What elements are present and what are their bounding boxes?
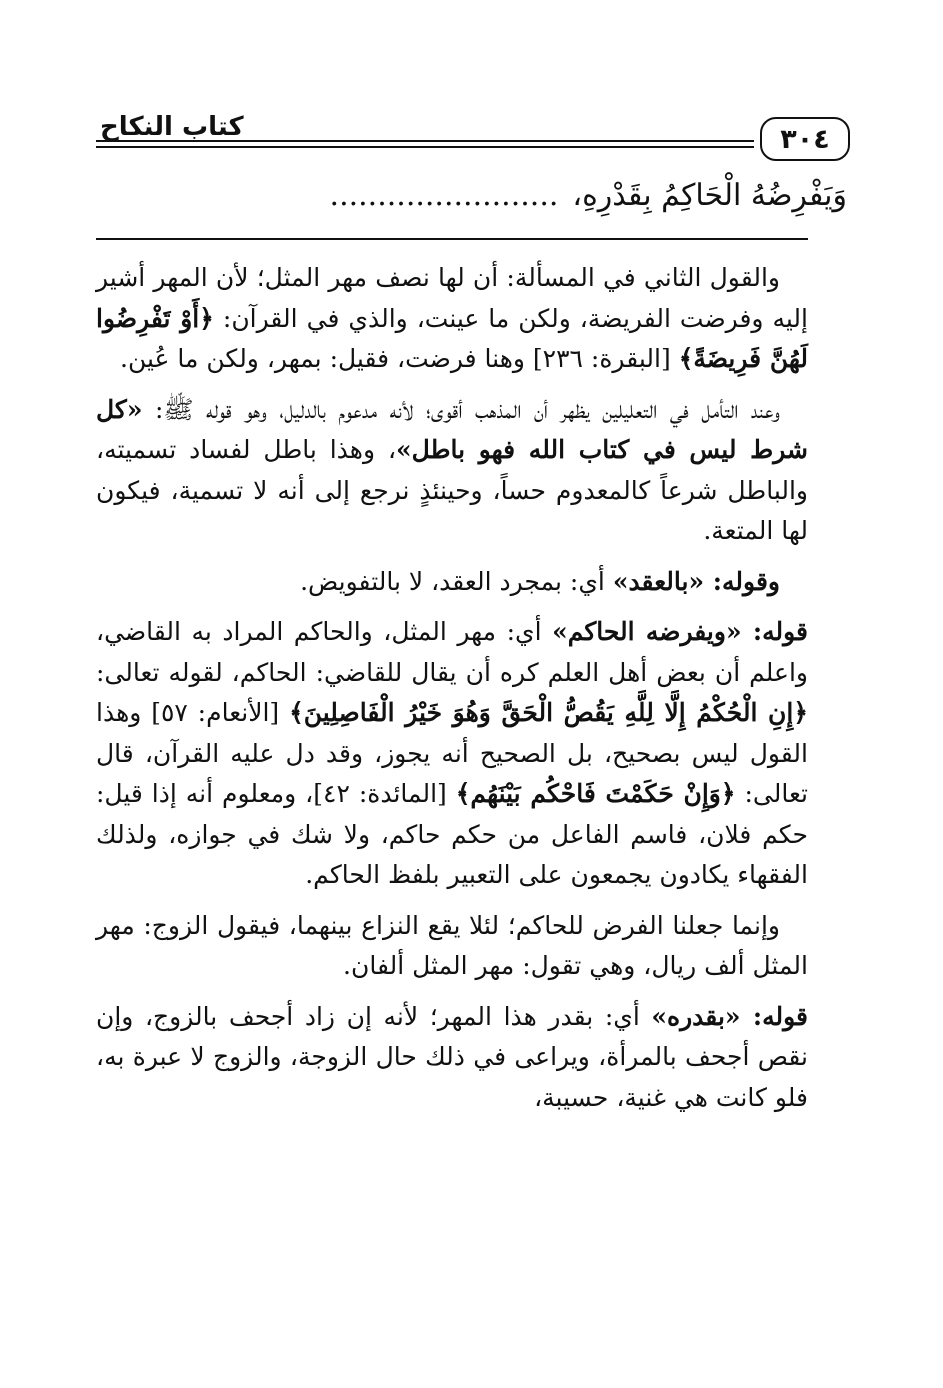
quran-quote: ﴿أَوْ تَفْرِضُوا لَهُنَّ فَرِيضَةً﴾: [96, 303, 808, 373]
text-run: [البقرة: ٢٣٦] وهنا فرضت، فقيل: بمهر، ولكن ما عُين.: [120, 344, 679, 373]
page-number: ٣٠٤: [760, 117, 850, 161]
text-run: أي: مهر المثل، والحاكم المراد به القاضي، واعلم أن بعض أهل العلم كره أن يقال للقاضي: الحاكم، لقوله تعالى:: [96, 617, 808, 687]
qawluhu-label: قوله:: [740, 1001, 808, 1031]
paragraph: [96, 390, 808, 552]
text-run: ، وهذا باطل لفساد تسميته، والباطل شرعاً كالمعدوم حساً، وحينئذٍ نرجع إلى أنه لا تسمية، فيكون لها المتعة.: [96, 435, 808, 545]
paragraph: [96, 906, 808, 987]
qawluhu-label: وقوله:: [704, 566, 780, 596]
text-run: والقول الثاني في المسألة: أن لها نصف مهر المثل؛ لأن المهر أشير إليه وفرضت الفريضة، ولكن ما عينت، والذي في القرآن:: [96, 263, 808, 333]
text-run: [المائدة: ٤٢]، ومعلوم أنه إذا قيل: حكم فلان، فاسم الفاعل من حكم حاكم، ولا شك في جوازه، ولذلك الفقهاء يكادون يجمعون على التعبير بلفظ الحاكم.: [96, 779, 808, 889]
matn-quote: «بقدره»: [651, 1001, 741, 1031]
commentary-body: [96, 258, 808, 1128]
header-rule: [96, 140, 754, 142]
matn-dots: ........................: [329, 178, 559, 213]
matn-quote: «بالعقد»: [612, 566, 705, 596]
text-run: وعند التأمل في التعليلين يظهر أن المذهب أقوى؛ لأنه مدعوم بالدليل، وهو قوله ﷺ:: [142, 394, 780, 424]
running-header-title: كتاب النكاح: [100, 112, 244, 142]
header-rule: [96, 146, 754, 148]
text-run: وإنما جعلنا الفرض للحاكم؛ لئلا يقع النزاع بينهما، فيقول الزوج: مهر المثل ألف ريال، وهي تقول: مهر المثل ألفان.: [96, 910, 808, 980]
paragraph: [96, 612, 808, 896]
paragraph: [96, 562, 808, 603]
quran-quote: ﴿وَإِنْ حَكَمْتَ فَاحْكُم بَيْنَهُم﴾: [455, 779, 736, 808]
matn-quote: «ويفرضه الحاكم»: [552, 617, 742, 646]
matn-line: [330, 178, 847, 213]
hadith-quote: «كل شرط ليس في كتاب الله فهو باطل»: [96, 394, 808, 464]
paragraph: [96, 258, 808, 380]
separator-rule: [96, 238, 808, 240]
text-run: أي: بمجرد العقد، لا بالتفويض.: [300, 566, 613, 596]
quran-quote: ﴿إِنِ الْحُكْمُ إِلَّا لِلَّهِ يَقُصُّ الْحَقَّ وَهُوَ خَيْرُ الْفَاصِلِينَ﴾: [289, 698, 808, 727]
qawluhu-label: قوله:: [741, 617, 808, 646]
matn-text: وَيَفْرِضُهُ الْحَاكِمُ بِقَدْرِهِ،: [572, 178, 847, 213]
paragraph: [96, 997, 808, 1119]
text-run: أي: بقدر هذا المهر؛ لأنه إن زاد أجحف بالزوج، وإن نقص أجحف بالمرأة، ويراعى في ذلك حال الزوجة، والزوج لا عبرة به، فلو كانت هي غنية، حسيبة،: [96, 1001, 808, 1112]
text-run: [الأنعام: ٥٧] وهذا القول ليس بصحيح، بل الصحيح أنه يجوز، وقد دل عليه القرآن، قال تعالى:: [96, 698, 808, 808]
